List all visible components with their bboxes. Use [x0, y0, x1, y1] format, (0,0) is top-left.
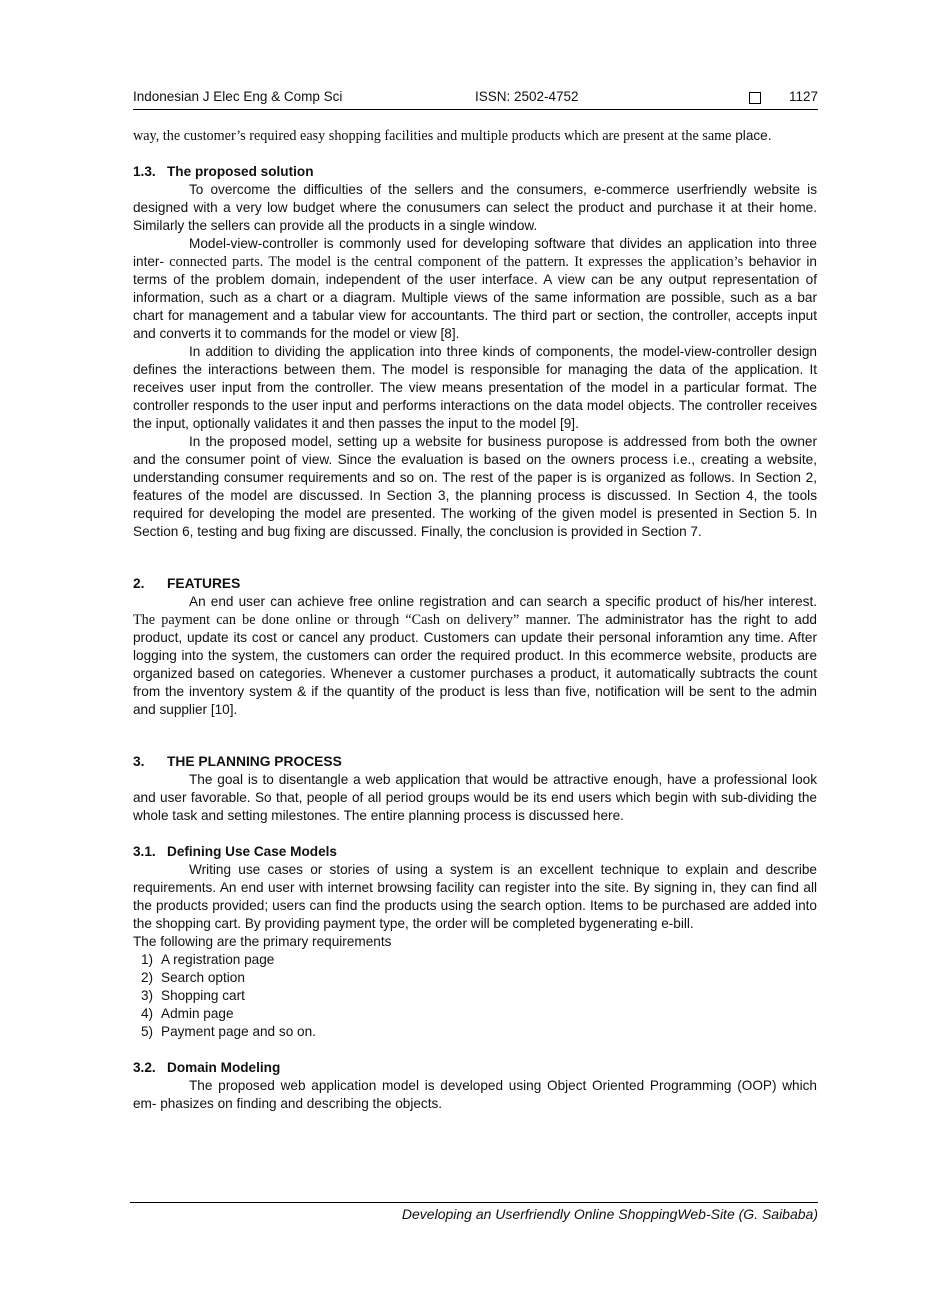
page-number: 1127 [788, 89, 818, 104]
subsection-number: 1.3. [133, 164, 156, 179]
text-run: behavior in terms of the problem domain, independent of the user interface. A view can be any output representation of information, such as a chart or a diagram. Multiple views of the same information are possible, such as a bar chart for management and a tabular view for accountants. The third part or section, the controller, accepts input and converts it to commands for the model or view [8]. [133, 254, 817, 341]
paragraph: The goal is to disentangle a web application that would be attractive enough, have a professional look and user favorable. So that, people of all period groups would be its end users which begin with sub-dividing the whole task and setting milestones. The entire planning process is discussed here. [133, 772, 817, 823]
subsection-number: 3.2. [133, 1060, 156, 1075]
text-run: administrator has the right to add product, update its cost or cancel any product. Customers can update their personal inforamtion any time. After logging into the system, the customers can order the required product. In this ecommerce website, products are organized based on categories. Whenever a customer purchases a product, it automatically subtracts the count from the inventory system & if the quantity of the product is less than five, notification will be sent to the admin and supplier [10]. [133, 612, 817, 717]
paragraph: To overcome the difficulties of the sellers and the consumers, e-commerce userfriendly website is designed with a very low budget where the conusumers can select the product and purchase it at their home. Similarly the sellers can provide all the products in a single window. [133, 182, 817, 233]
section-title: THE PLANNING PROCESS [167, 754, 342, 769]
list-item: 5) Payment page and so on. [141, 1024, 316, 1039]
continuation-rest: place. [735, 128, 772, 143]
text-run: An end user can achieve free online registration and can search a specific product of his/her interest. [189, 594, 817, 609]
serif-run: connected parts. The model is the central component of the pattern. It expresses the application’s [163, 254, 744, 270]
paragraph: The proposed web application model is developed using Object Oriented Programming (OOP) which em- phasizes on finding and describing the objects. [133, 1078, 817, 1111]
subsection-title: The proposed solution [167, 164, 314, 179]
section-title: FEATURES [167, 576, 241, 591]
paragraph: Writing use cases or stories of using a system is an excellent technique to explain and describe requirements. An end user with internet browsing facility can register into the site. By signing in, they can find all the products provided; users can find the products using the search option. Items to be purchased are added into the shopping cart. By providing payment type, the order will be completed bygenerating e-bill. [133, 862, 817, 931]
paragraph: In the proposed model, setting up a website for business puropose is addressed from both the owner and the consumer point of view. Since the evaluation is based on the owners process i.e., creating a website, understanding consumer requirements and so on. The rest of the paper is is organized as follows. In Section 2, features of the model are discussed. In Section 3, the planning process is discussed. In Section 4, the tools required for developing the model are presented. The working of the given model is presented in Section 5. In Section 6, testing and bug fixing are discussed. Finally, the conclusion is provided in Section 7. [133, 434, 817, 539]
subsection-heading-3-2 [133, 1059, 817, 1077]
list-item: 2) Search option [141, 970, 245, 985]
requirements-list [133, 951, 817, 1041]
square-box-icon [749, 92, 761, 104]
subsection-number: 3.1. [133, 844, 156, 859]
running-header [133, 89, 818, 110]
running-footer: Developing an Userfriendly Online ShoppingWeb-Site (G. Saibaba) [401, 1206, 818, 1222]
serif-run: way, the customer’s required easy shopping facilities and multiple products which are present at the same [133, 128, 732, 144]
subsection-heading-3-1 [133, 843, 817, 861]
subsection-heading-1-3 [133, 163, 817, 181]
continuation-paragraph [133, 127, 817, 145]
journal-name: Indonesian J Elec Eng & Comp Sci [133, 89, 343, 104]
section-number: 2. [133, 576, 145, 591]
paragraph-features [133, 593, 817, 719]
section-heading-3 [133, 753, 817, 771]
article-body [133, 127, 817, 1113]
list-item: 1) A registration page [141, 952, 275, 967]
paragraph: The following are the primary requirements [133, 934, 392, 949]
serif-run: The payment can be done online or through “Cash on delivery” manner. The [133, 612, 599, 628]
section-heading-2 [133, 575, 817, 593]
paragraph-mvc [133, 235, 817, 343]
paragraph: In addition to dividing the application into three kinds of components, the model-view-controller design defines the interactions between them. The model is responsible for managing the data of the application. It receives user input from the controller. The view means presentation of the model in a particular format. The controller responds to the user input and performs interactions on the data model objects. The controller receives the input, optionally validates it and then passes the input to the model [9]. [133, 344, 817, 431]
subsection-title: Defining Use Case Models [167, 844, 337, 859]
section-number: 3. [133, 754, 145, 769]
list-item: 4) Admin page [141, 1006, 234, 1021]
subsection-title: Domain Modeling [167, 1060, 281, 1075]
list-item: 3) Shopping cart [141, 988, 245, 1003]
text-run: Model-view-controller is commonly used for developing software that divides an application into three inter- [133, 236, 817, 269]
issn: ISSN: 2502-4752 [475, 89, 579, 104]
footer-rule [130, 1202, 818, 1203]
